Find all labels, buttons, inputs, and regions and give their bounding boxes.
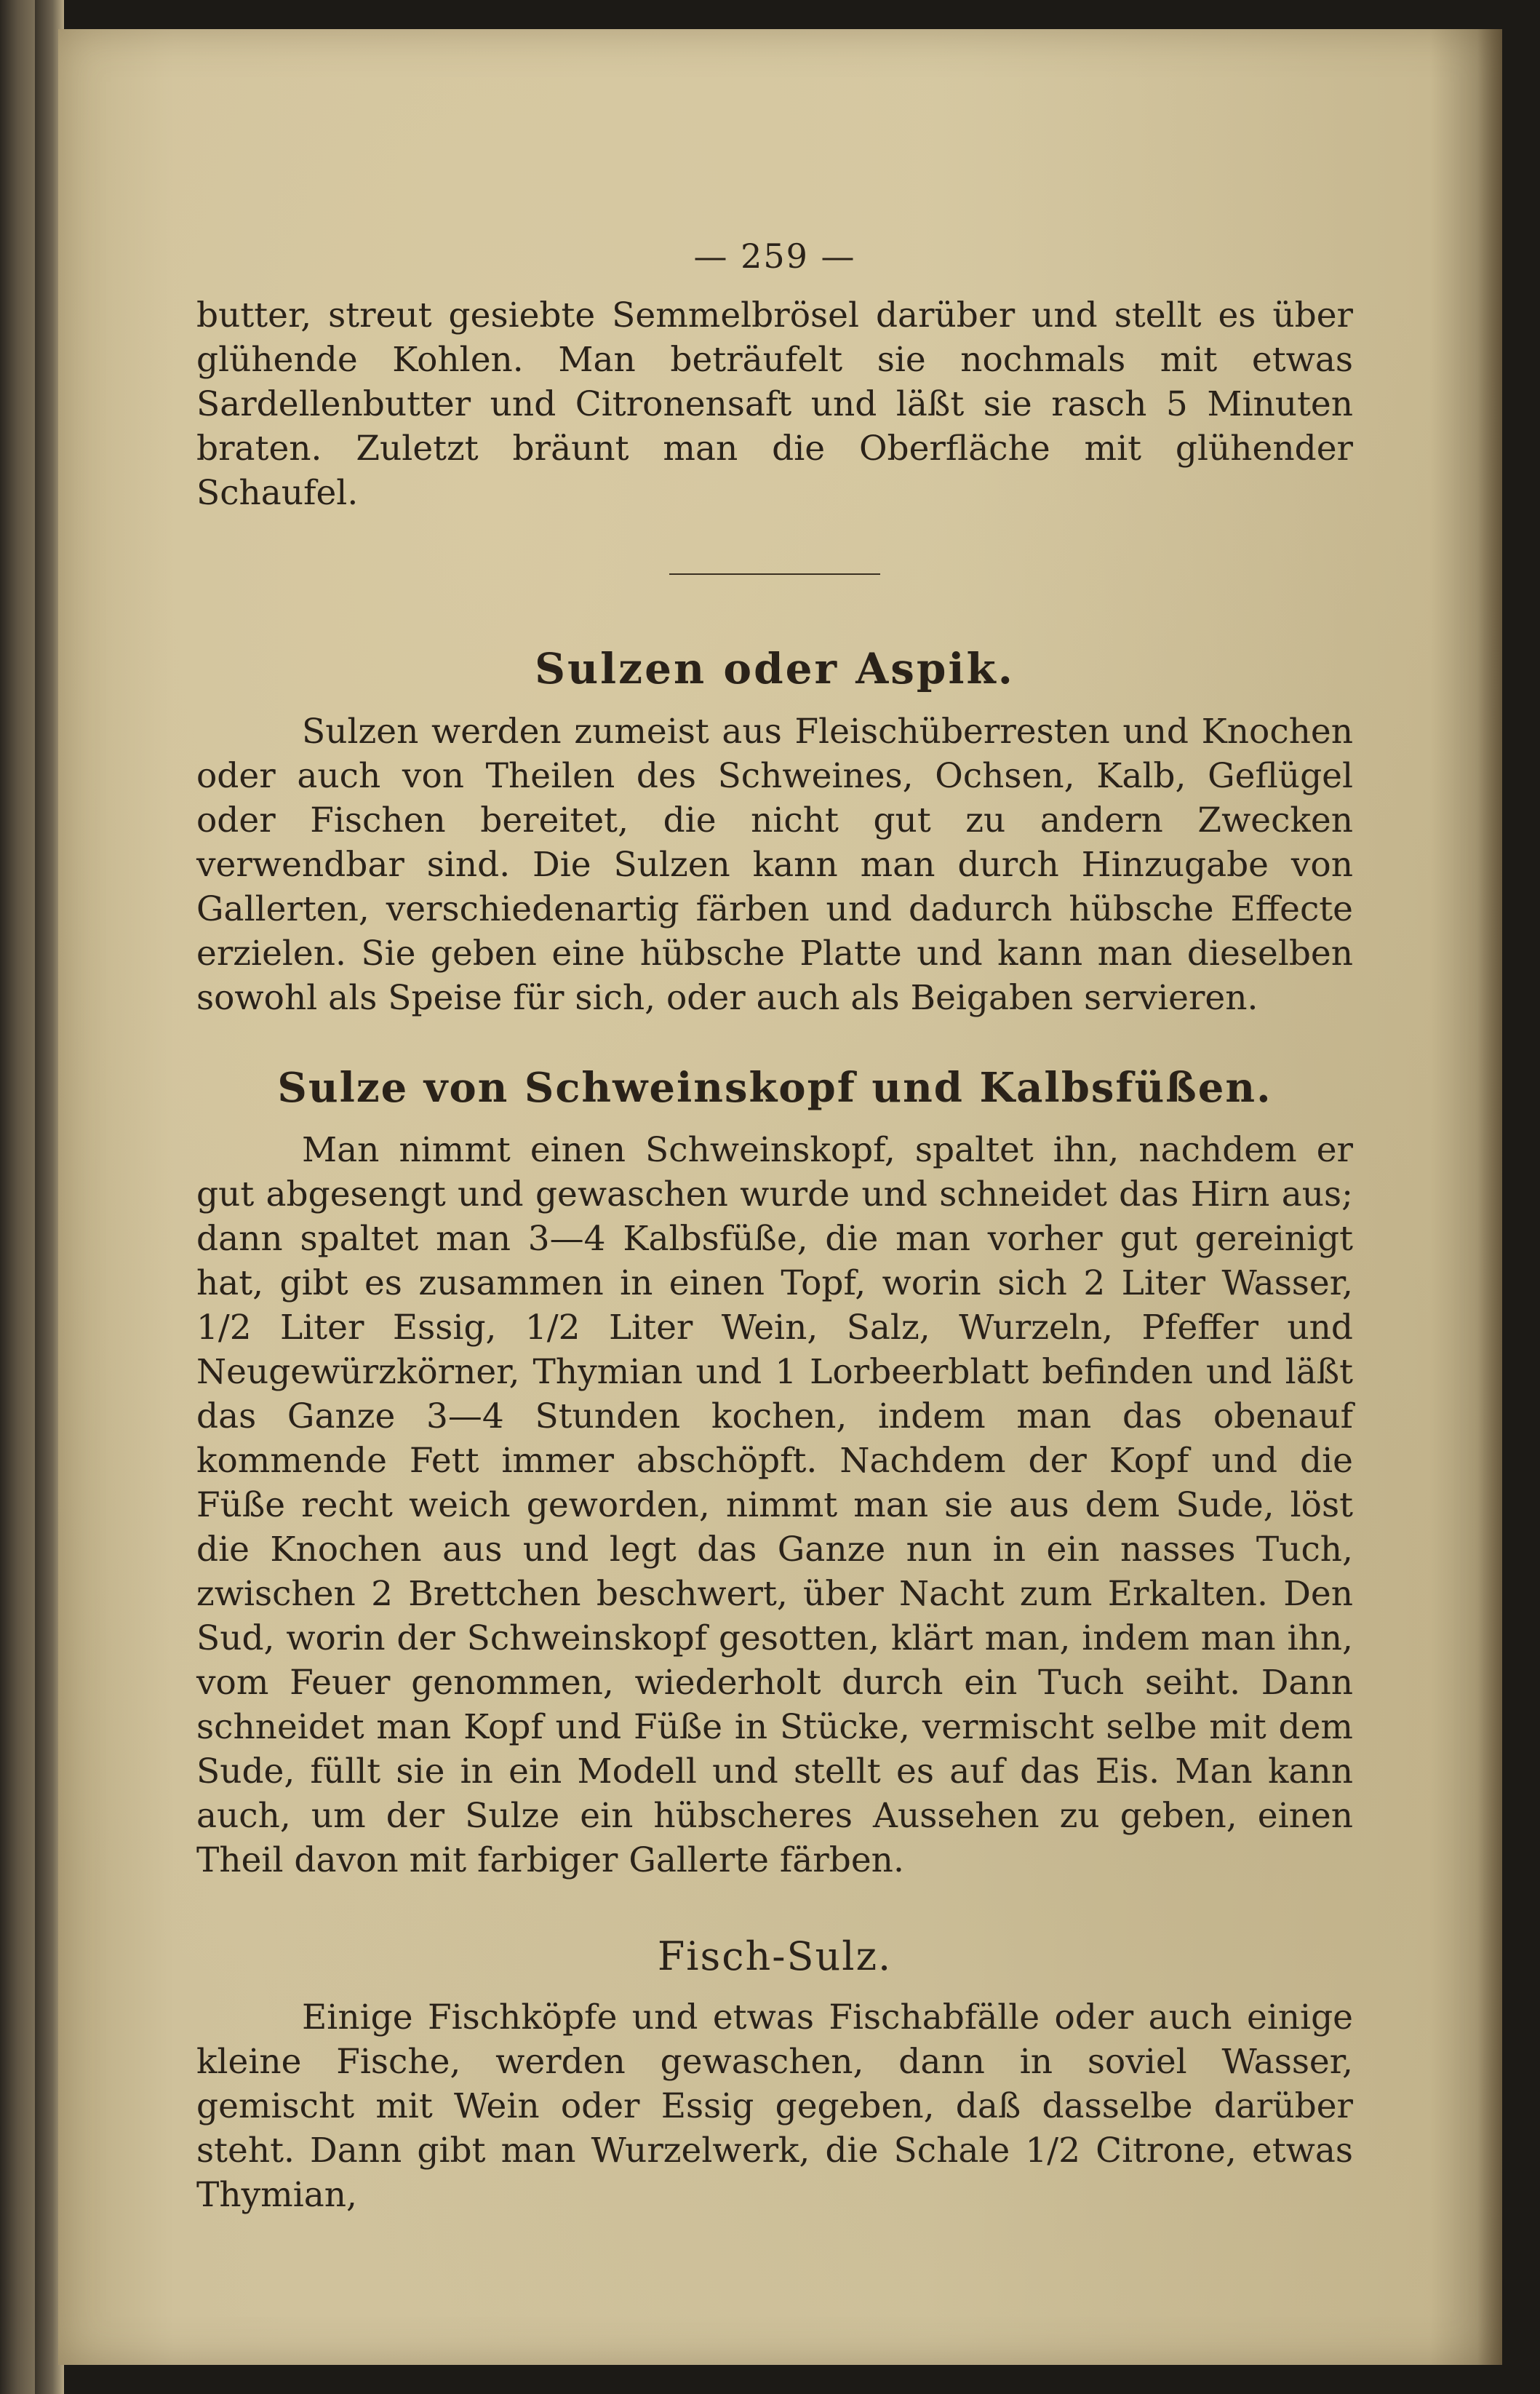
page-number: — 259 — [693,236,856,276]
section-divider [669,573,880,575]
heading-sulzen-oder-aspik: Sulzen oder Aspik. [535,644,1015,693]
page-content [196,236,1353,2217]
heading-fisch-sulz: Fisch-Sulz. [657,1933,893,1979]
paragraph-fisch-sulz: Einige Fischköpfe und etwas Fischabfälle oder auch einige kleine Fische, werden gewaschen, dann in soviel Wasser, gemischt mit Wein oder Essig gegeben, daß dasselbe darüber steht. Dann gibt man Wurzelwerk, die Schale 1/2 Citrone, etwas Thymian, [196,1997,1353,2215]
intro-paragraph: butter, streut gesiebte Semmelbrösel darüber und stellt es über glühende Kohlen. Man beträufelt sie nochmals mit etwas Sardellenbutter und Citronensaft und läßt sie rasch 5 Minuten braten. Zuletzt bräunt man die Oberfläche mit glühender Schaufel. [196,295,1353,513]
book-page [58,29,1502,2365]
paragraph-sulze-schweinskopf: Man nimmt einen Schweinskopf, spaltet ihn, nachdem er gut abgesengt und gewaschen wurde und schneidet das Hirn aus; dann spaltet man 3—4 Kalbsfüße, die man vorher gut gereinigt hat, gibt es zusammen in einen Topf, worin sich 2 Liter Wasser, 1/2 Liter Essig, 1/2 Liter Wein, Salz, Wurzeln, Pfeffer und Neugewürzkörner, Thymian und 1 Lorbeerblatt befinden und läßt das Ganze 3—4 Stunden kochen, indem man das obenauf kommende Fett immer abschöpft. Nachdem der Kopf und die Füße recht weich geworden, nimmt man sie aus dem Sude, löst die Knochen aus und legt das Ganze nun in ein nasses Tuch, zwischen 2 Brettchen beschwert, über Nacht zum Erkalten. Den Sud, worin der Schweinskopf gesotten, klärt man, indem man ihn, vom Feuer genommen, wiederholt durch ein Tuch seiht. Dann schneidet man Kopf und Füße in Stücke, vermischt selbe mit dem Sude, füllt sie in ein Modell und stellt es auf das Eis. Man kann auch, um der Sulze ein hübscheres Aussehen zu geben, einen Theil davon mit farbiger Gallerte färben. [196,1130,1353,1880]
heading-sulze-schweinskopf: Sulze von Schweinskopf und Kalbsfüßen. [277,1064,1272,1112]
page-edge-shadow [1477,29,1502,2365]
paragraph-sulzen: Sulzen werden zumeist aus Fleischüberresten und Knochen oder auch von Theilen des Schweines, Ochsen, Kalb, Geflügel oder Fischen bereitet, die nicht gut zu andern Zwecken verwendbar sind. Die Sulzen kann man durch Hinzugabe von Gallerten, verschiedenartig färben und dadurch hübsche Effecte erzielen. Sie geben eine hübsche Platte und kann man dieselben sowohl als Speise für sich, oder auch als Beigaben servieren. [196,712,1353,1018]
